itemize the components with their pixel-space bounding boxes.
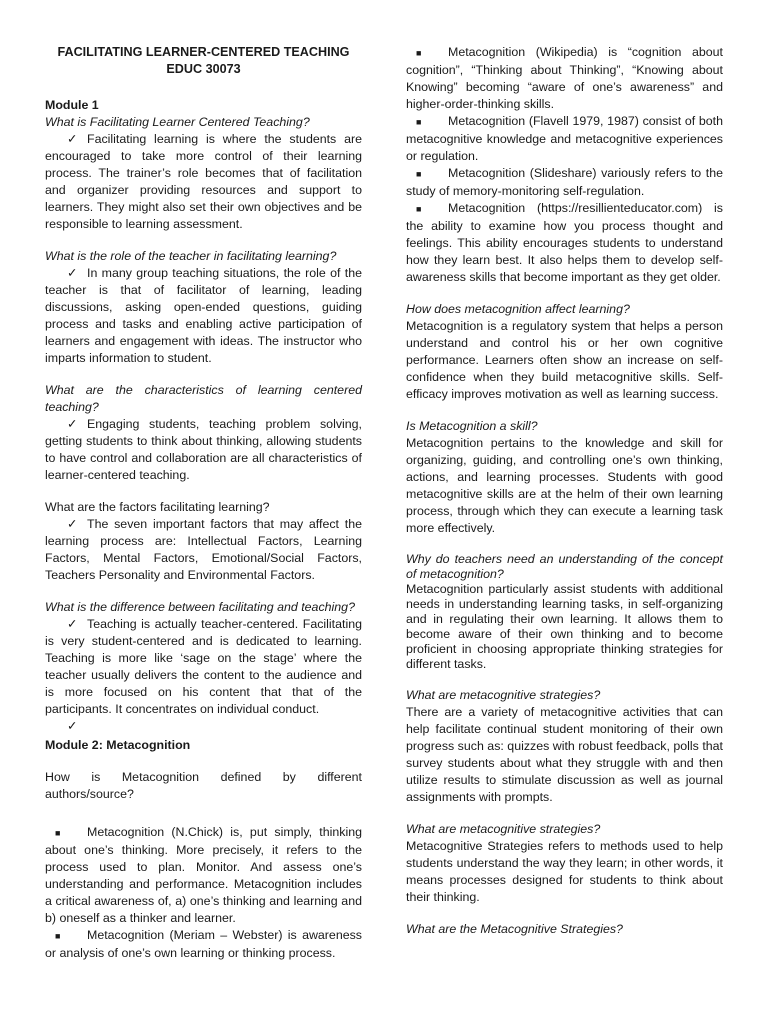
module-1-heading: Module 1	[45, 98, 99, 112]
answer-paragraph: Metacognition pertains to the knowledge and skill for organizing, guiding, and controlling one’s own thinking, actions, and learning processes. Students with good metacognitive skills are at the helm of their own learning process, through which they can execute a learning task more effectively.	[406, 436, 723, 535]
right-column	[406, 44, 723, 938]
question: Is Metacognition a skill?	[406, 419, 538, 433]
question: What is Facilitating Learner Centered Teaching?	[45, 115, 310, 129]
definition-item: ■ Metacognition (https://resillienteducator.com) is the ability to examine how you process thought and feelings. This ability encourages students to understand how they learn best. It also helps them to develop self-awareness skills that become important as they get older.	[406, 201, 723, 284]
square-bullet-icon: ■	[416, 204, 422, 214]
square-bullet-icon: ■	[416, 169, 422, 179]
question: How does metacognition affect learning?	[406, 302, 630, 316]
square-bullet-icon: ■	[55, 931, 61, 941]
answer-item: ✓ In many group teaching situations, the role of the teacher is that of facilitator of learning, leading discussions, asking open-ended questions, guiding process and tasks and enabling active participation of learners and engagement with ideas. The instructor who imparts information to student.	[45, 266, 362, 365]
square-bullet-icon: ■	[416, 48, 422, 58]
course-code: EDUC 30073	[166, 62, 241, 76]
definition-item: ■ Metacognition (Wikipedia) is “cognition about cognition”, “Thinking about Thinking”, “Knowing about Knowing” becoming “aware of one’s awareness” and higher-order-thinking skills.	[406, 45, 723, 111]
answer-item: ✓ Facilitating learning is where the students are encouraged to take more control of their learning process. The trainer’s role becomes that of facilitation and organizer providing resources and support to learners. They might also set their own objectives and be responsible to learning assessment.	[45, 132, 362, 231]
module-2-heading: Module 2: Metacognition	[45, 738, 191, 752]
document-title: FACILITATING LEARNER-CENTERED TEACHING	[57, 45, 350, 59]
square-bullet-icon: ■	[416, 117, 422, 127]
definition-item: ■ Metacognition (Meriam – Webster) is awareness or analysis of one’s own learning or thinking process.	[45, 928, 362, 960]
left-column	[45, 44, 362, 962]
check-icon: ✓	[67, 617, 78, 631]
square-bullet-icon: ■	[55, 828, 61, 838]
definition-item: ■ Metacognition (Slideshare) variously refers to the study of memory-monitoring self-regulation.	[406, 166, 723, 198]
check-icon: ✓	[67, 517, 78, 531]
answer-paragraph: Metacognition particularly assist students with additional needs in understanding learning tasks, in self-organizing and in regulating their own learning. It allows them to become aware of their own thinking and to become proficient in choosing appropriate thinking strategies for different tasks.	[406, 582, 723, 671]
answer-item: ✓ Engaging students, teaching problem solving, getting students to think about thinking, allowing students to have control and collaboration are all characteristics of learner-centered teaching.	[45, 417, 362, 482]
question: What are metacognitive strategies?	[406, 822, 601, 836]
answer-paragraph: Metacognition is a regulatory system that helps a person understand and control his or her own cognitive performance. Learners often show an increase on self-confidence when they build metacognitive skills. Self-efficacy improves motivation as well as learning success.	[406, 319, 723, 401]
question: What is the role of the teacher in facilitating learning?	[45, 249, 337, 263]
answer-item: ✓ Teaching is actually teacher-centered. Facilitating is very student-centered and is dedicated to learning. Teaching is more like ‘sage on the stage’ where the teacher usually delivers the content to the audience and is more focused on his content that that of the participants. It concentrates on individual conduct.	[45, 617, 362, 716]
definition-item: ■ Metacognition (Flavell 1979, 1987) consist of both metacognitive knowledge and metacognitive experiences or regulation.	[406, 114, 723, 163]
question: Why do teachers need an understanding of the concept of metacognition?	[406, 552, 723, 581]
check-icon: ✓	[67, 719, 78, 733]
question: What are the factors facilitating learning?	[45, 500, 270, 514]
answer-item: ✓ The seven important factors that may affect the learning process are: Intellectual Factors, Learning Factors, Mental Factors, Emotional/Social Factors, Teachers Personality and Environmental Factors.	[45, 517, 362, 582]
question: What are the characteristics of learning centered teaching?	[45, 383, 362, 414]
check-icon: ✓	[67, 266, 78, 280]
question: What are metacognitive strategies?	[406, 688, 601, 702]
answer-paragraph: Metacognitive Strategies refers to methods used to help students understand the way they learn; in other words, it means processes designed for students to think about their thinking.	[406, 839, 723, 904]
definition-item: ■ Metacognition (N.Chick) is, put simply, thinking about one’s thinking. More precisely, it refers to the process used to plan. Monitor. And assess one’s understanding and performance. Metacognition includes a critical awareness of, a) one’s thinking and learning and b) oneself as a thinker and learner.	[45, 825, 362, 925]
answer-paragraph: There are a variety of metacognitive activities that can help facilitate continual student monitoring of their own progress such as: quizzes with robust feedback, polls that survey students about what they struggle with and then utilize results to stimulate discussion as well as journal assignments with prompts.	[406, 705, 723, 804]
empty-check-item	[45, 718, 362, 735]
question: What is the difference between facilitating and teaching?	[45, 600, 355, 614]
check-icon: ✓	[67, 417, 78, 431]
question: What are the Metacognitive Strategies?	[406, 922, 623, 936]
check-icon: ✓	[67, 132, 78, 146]
question: How is Metacognition defined by different authors/source?	[45, 770, 362, 801]
